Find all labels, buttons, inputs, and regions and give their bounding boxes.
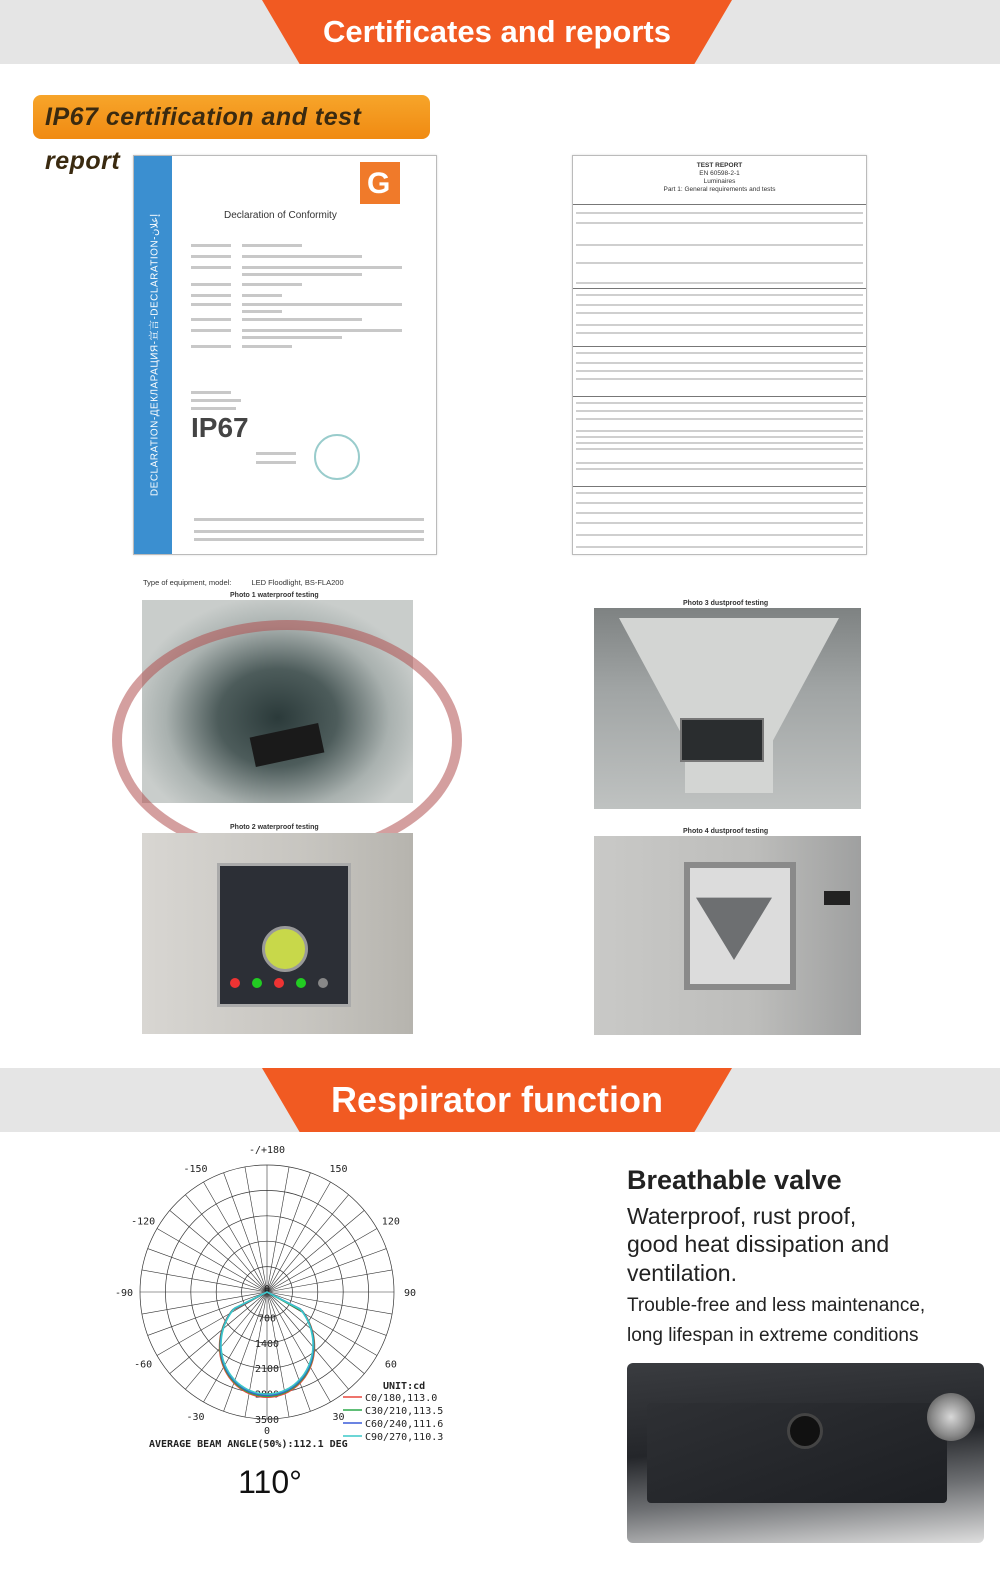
equipment-type-label: Type of equipment, model: [143, 578, 232, 587]
report-separator [573, 288, 866, 289]
feature-line: long lifespan in extreme conditions [627, 1325, 919, 1346]
waterproof-control-photo [142, 833, 413, 1034]
report-row [576, 430, 863, 432]
control-light [230, 978, 240, 988]
text-line [242, 273, 362, 276]
text-line [191, 255, 231, 258]
report-row [576, 244, 863, 246]
feature-line: good heat dissipation and [627, 1231, 890, 1257]
report-row [576, 512, 863, 514]
average-beam-label: AVERAGE BEAM ANGLE(50%):112.1 DEG [149, 1439, 348, 1450]
angle-label: 150 [329, 1164, 348, 1176]
angle-label: -90 [114, 1288, 134, 1299]
angle-label: 30 [332, 1411, 345, 1423]
report-row [576, 462, 863, 464]
control-light [318, 978, 328, 988]
angle-label: -/+180 [248, 1145, 286, 1156]
report-row [576, 282, 863, 284]
certificates-title: Certificates and reports [323, 14, 671, 49]
report-row [576, 262, 863, 264]
report-row [576, 324, 863, 326]
report-row [576, 502, 863, 504]
report-row [576, 410, 863, 412]
declaration-title: Declaration of Conformity [224, 210, 337, 221]
pressure-gauge [262, 926, 308, 972]
report-row [576, 468, 863, 470]
report-header-line: TEST REPORT [696, 162, 743, 169]
legend-label: C0/180,113.0 [365, 1393, 438, 1404]
report-row [576, 312, 863, 314]
radial-label: 0 [263, 1284, 271, 1295]
report-row [576, 522, 863, 524]
bolt-head [927, 1393, 975, 1441]
text-line [242, 303, 402, 306]
text-line [242, 329, 402, 332]
text-line [242, 244, 302, 247]
dustproof-window-photo [594, 836, 861, 1035]
equipment-type [143, 578, 344, 587]
footer-line [194, 530, 424, 533]
legend-label: C30/210,113.5 [365, 1406, 444, 1417]
control-box [217, 863, 351, 1007]
report-separator [573, 486, 866, 487]
report-row [576, 294, 863, 296]
report-row [576, 492, 863, 494]
report-row [576, 534, 863, 536]
signature-line [256, 461, 296, 464]
report-row [576, 448, 863, 450]
ip67-pill [33, 95, 430, 175]
test-report-header [573, 156, 866, 205]
angle-label: -30 [186, 1411, 205, 1423]
report-row [576, 352, 863, 354]
certificate-stripe-text: DECLARATION-ДЕКЛАРАЦИЯ-宣言-DECLARATION-إعلان [149, 213, 161, 497]
text-line [191, 399, 241, 402]
feature-heading: Breathable valve [627, 1165, 842, 1195]
report-header-line: EN 60598-2-1 [699, 170, 740, 177]
radial-label: 700 [257, 1313, 277, 1325]
text-line [242, 283, 302, 286]
valve-product-photo [627, 1363, 984, 1543]
control-light [274, 978, 284, 988]
ip67-rating: IP67 [191, 412, 249, 443]
text-line [242, 294, 282, 297]
angle-label: 0 [263, 1426, 271, 1437]
report-row [576, 442, 863, 444]
text-line [242, 266, 402, 269]
feature-line: Waterproof, rust proof, [627, 1203, 857, 1229]
signature-line [256, 452, 296, 455]
report-row [576, 402, 863, 404]
photo4-caption: Photo 4 dustproof testing [683, 828, 769, 835]
respirator-title: Respirator function [330, 1079, 663, 1120]
text-line [191, 303, 231, 306]
text-line [191, 391, 231, 394]
report-row [576, 332, 863, 334]
radial-label: 2800 [254, 1389, 280, 1401]
declaration-certificate [133, 155, 437, 555]
ip67-pill-label: IP67 certification and test report [45, 103, 362, 175]
angle-label: -60 [134, 1359, 153, 1371]
text-line [191, 294, 231, 297]
chamber-switch [824, 891, 850, 905]
text-line [191, 244, 231, 247]
report-row [576, 304, 863, 306]
text-line [191, 329, 231, 332]
text-line [191, 407, 236, 410]
report-separator [573, 346, 866, 347]
report-row [576, 222, 863, 224]
photo2-caption: Photo 2 waterproof testing [230, 824, 319, 831]
control-light [296, 978, 306, 988]
equipment-type-value: LED Floodlight, BS-FLA200 [251, 578, 344, 587]
report-row [576, 546, 863, 548]
test-lamp [680, 718, 764, 762]
angle-label: 120 [381, 1216, 400, 1228]
angle-label: -120 [131, 1216, 156, 1228]
unit-label: UNIT:cd [383, 1381, 426, 1392]
text-line [191, 345, 231, 348]
report-header-line: Luminaires [703, 178, 736, 185]
respirator-banner [0, 1068, 1000, 1132]
text-line [242, 255, 362, 258]
certificates-banner [0, 0, 1000, 64]
angle-label: 90 [403, 1288, 417, 1299]
waterproof-tank-photo [142, 600, 413, 803]
report-row [576, 370, 863, 372]
text-line [191, 283, 231, 286]
radial-label: 2100 [254, 1364, 280, 1376]
test-report-document [572, 155, 867, 555]
gtt-logo [360, 162, 400, 204]
report-row [576, 212, 863, 214]
angle-label: 60 [384, 1359, 397, 1371]
legend-label: C90/270,110.3 [365, 1432, 444, 1443]
gtt-seal [314, 434, 360, 480]
radial-label: 1400 [254, 1338, 280, 1350]
breathable-valve [787, 1413, 823, 1449]
beam-angle-value: 110° [238, 1464, 302, 1500]
angle-label: -150 [183, 1164, 208, 1176]
report-row [576, 378, 863, 380]
report-separator [573, 396, 866, 397]
photo3-caption: Photo 3 dustproof testing [683, 600, 769, 607]
report-row [576, 362, 863, 364]
feature-line: Trouble-free and less maintenance, [627, 1295, 926, 1316]
report-row [576, 436, 863, 438]
footer-line [194, 518, 424, 521]
control-light [252, 978, 262, 988]
legend-label: C60/240,111.6 [365, 1419, 444, 1430]
light-distribution-chart [100, 1145, 500, 1540]
text-line [191, 266, 231, 269]
report-row [576, 418, 863, 420]
dustproof-chamber-photo [594, 608, 861, 809]
text-line [242, 318, 362, 321]
radial-label: 3500 [254, 1415, 280, 1426]
certificate-stripe [134, 156, 172, 554]
text-line [242, 336, 342, 339]
text-line [191, 318, 231, 321]
chamber-funnel [619, 618, 839, 793]
feature-line: ventilation. [627, 1260, 737, 1286]
report-header-line: Part 1: General requirements and tests [663, 186, 776, 193]
text-line [242, 345, 292, 348]
photo1-caption: Photo 1 waterproof testing [230, 592, 319, 599]
text-line [242, 310, 282, 313]
footer-line [194, 538, 424, 541]
